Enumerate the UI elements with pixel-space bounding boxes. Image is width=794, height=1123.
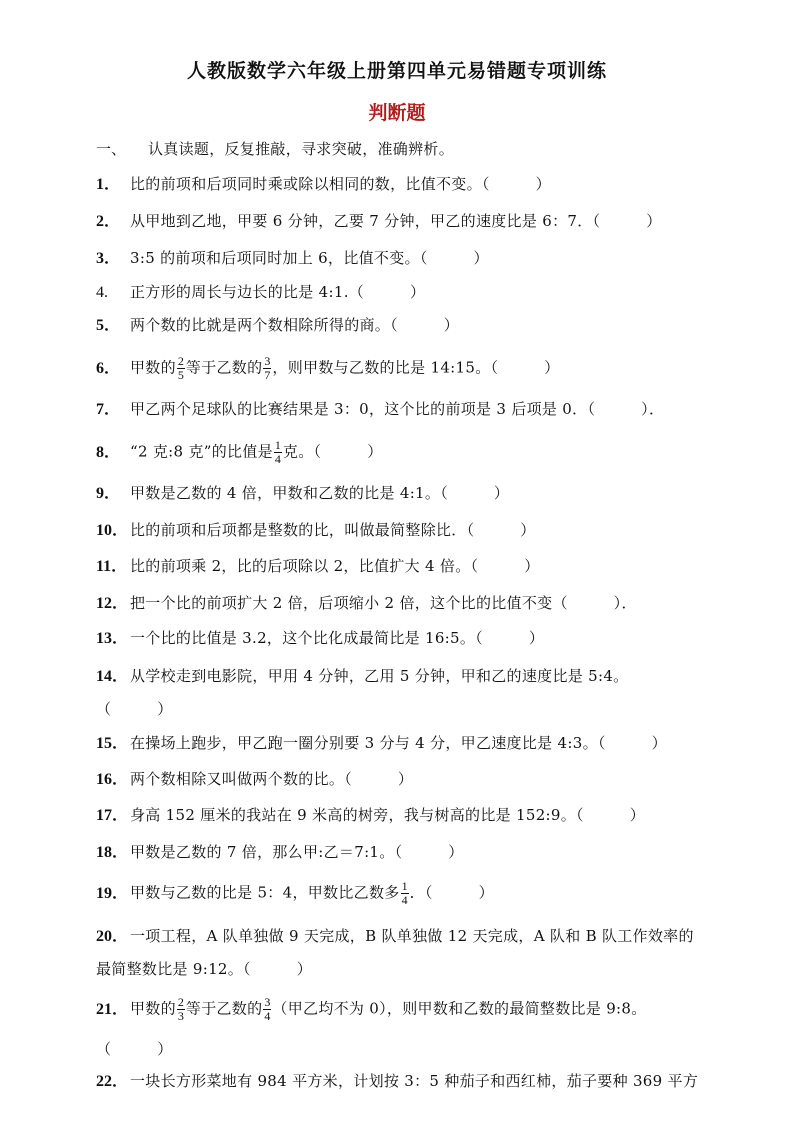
answer-parentheses: （ ） [96,700,173,718]
question-text: 比的前项乘 2，比的后项除以 2，比值扩大 4 倍。（ ） [130,557,540,575]
question-2 [96,210,662,233]
question-text-post: ，则甲数与乙数的比是 14:15。（ ） [272,358,560,377]
question-text: 两个数的比就是两个数相除所得的商。（ ） [130,316,460,334]
fraction-numerator: 3 [264,354,271,368]
question-12 [96,592,637,615]
fraction-numerator: 2 [177,354,184,368]
question-text-pre: 甲数与乙数的比是 5：4，甲数比乙数多 [130,883,400,902]
question-7 [96,398,664,421]
answer-parentheses: （ ） [96,1040,173,1058]
question-4 [96,281,425,304]
fraction [274,439,282,466]
question-text-mid: 等于乙数的 [185,358,263,377]
question-text-pre: 甲数的 [130,358,176,377]
question-14-continuation [96,698,173,720]
fraction [177,996,185,1023]
section-heading [96,138,454,160]
fraction-numerator: 1 [274,438,281,452]
fraction-numerator: 3 [264,995,271,1009]
question-text: 比的前项和后项都是整数的比，叫做最简整除比．（ ） [130,521,536,539]
section-label: 一、 [96,140,127,158]
fraction [263,355,271,382]
question-14 [96,665,628,688]
question-text-pre: 甲数的 [130,999,176,1018]
fraction-numerator: 2 [177,995,184,1009]
question-number: 17． [96,807,129,824]
question-21 [96,996,647,1023]
question-1 [96,173,551,196]
fraction-denominator: 4 [401,893,408,907]
question-15 [96,732,667,755]
question-number: 18． [96,844,129,861]
question-text: 一块长方形菜地有 984 平方米，计划按 3：5 种茄子和西红柿，茄子要种 369 平方 [130,1072,699,1090]
question-number: 5． [96,317,121,334]
question-3 [96,247,489,270]
question-text: 把一个比的前项扩大 2 倍，后项缩小 2 倍，这个比的比值不变（ ）． [130,594,637,612]
question-19 [96,880,494,907]
question-number: 20． [96,928,129,945]
question-11 [96,555,540,578]
question-text: 从甲地到乙地，甲要 6 分钟，乙要 7 分钟，甲乙的速度比是 6：7．（ ） [130,212,662,230]
fraction-denominator: 7 [264,368,271,382]
question-text: 身高 152 厘米的我站在 9 米高的树旁，我与树高的比是 152:9。（ ） [130,806,646,824]
question-number: 3． [96,250,121,267]
question-5 [96,314,459,337]
question-text-post: 克。（ ） [282,442,383,461]
question-number: 22． [96,1073,129,1090]
question-number: 1． [96,176,121,193]
page-subtitle: 判断题 [368,102,426,124]
question-number: 9． [96,485,121,502]
question-17 [96,804,645,827]
question-text: 比的前项和后项同时乘或除以相同的数，比值不变。（ ） [130,175,551,193]
question-text: 3:5 的前项和后项同时加上 6，比值不变。（ ） [130,249,489,267]
fraction-denominator: 5 [177,368,184,382]
question-text: 一项工程，A 队单独做 9 天完成，B 队单独做 12 天完成，A 队和 B 队工作效率的 [130,927,694,945]
question-text: 甲乙两个足球队的比赛结果是 3：0，这个比的前项是 3 后项是 0．（ ）． [130,400,665,418]
question-text: 甲数是乙数的 7 倍，那么甲:乙＝7:1。（ ） [130,843,464,861]
question-18 [96,841,464,864]
fraction-denominator: 3 [177,1009,184,1023]
question-number: 21． [96,1000,129,1018]
question-number: 14． [96,668,129,685]
fraction [263,996,271,1023]
fraction-denominator: 4 [274,452,281,466]
question-text-pre: “2 克:8 克”的比值是 [130,442,273,461]
question-21-continuation [96,1038,173,1060]
question-6 [96,355,560,382]
question-20-continuation [96,958,312,980]
question-number: 12． [96,595,129,612]
question-text-mid: 等于乙数的 [185,999,263,1018]
question-number: 16． [96,771,129,788]
question-text: 甲数是乙数的 4 倍，甲数和乙数的比是 4:1。（ ） [130,484,510,502]
question-9 [96,482,509,505]
question-number: 10． [96,522,129,539]
question-10 [96,519,536,542]
page-title: 人教版数学六年级上册第四单元易错题专项训练 [186,60,607,82]
question-text-post: ．（ ） [409,883,494,902]
question-number: 6． [96,359,121,377]
question-number: 11． [96,558,128,575]
question-20 [96,925,694,948]
fraction-numerator: 1 [401,879,408,893]
question-text: 正方形的周长与边长的比是 4:1.（ ） [130,283,426,301]
fraction-denominator: 4 [264,1009,271,1023]
fraction [401,880,409,907]
question-number: 4. [96,284,108,301]
question-number: 13． [96,630,129,647]
question-13 [96,627,544,650]
question-text: 两个数相除又叫做两个数的比。（ ） [130,770,414,788]
question-text-continued: 最简整数比是 9:12。（ ） [96,960,313,978]
question-text: 一个比的比值是 3.2，这个比化成最简比是 16:5。（ ） [130,629,545,647]
section-instruction: 认真读题，反复推敲，寻求突破，准确辨析。 [148,140,455,158]
question-8 [96,439,383,466]
question-text: 从学校走到电影院，甲用 4 分钟，乙用 5 分钟，甲和乙的速度比是 5:4。 [130,667,629,685]
question-16 [96,768,413,791]
question-number: 19． [96,884,129,902]
question-number: 7． [96,401,121,418]
question-number: 8． [96,443,121,461]
fraction [177,355,185,382]
question-text: 在操场上跑步，甲乙跑一圈分别要 3 分与 4 分，甲乙速度比是 4:3。（ ） [130,734,667,752]
question-number: 2． [96,213,121,230]
question-number: 15． [96,735,129,752]
question-text-post: （甲乙均不为 0），则甲数和乙数的最简整数比是 9:8。 [272,999,647,1018]
question-22 [96,1070,698,1093]
